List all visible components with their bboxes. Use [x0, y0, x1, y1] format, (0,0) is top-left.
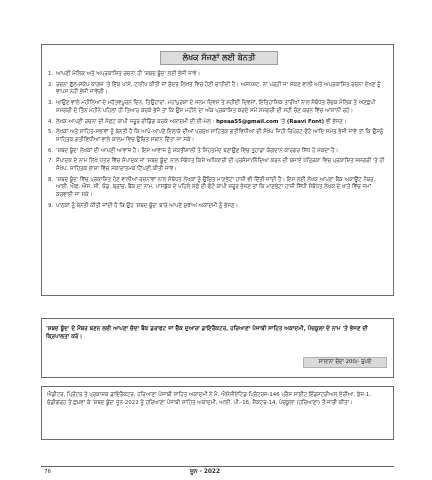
rule-text-end: ਵੀ ਭੇਜਣ। [324, 118, 347, 125]
rule-text: ਸੰਪਾਦਕ ਦੇ ਨਾਮ ਲਿਖੇ ਪੱਤਰ ਵਿੱਚ ਸੰਪਾਦਕ ਜਾਂ 'ਸ਼ਬਦ ਬੂੰਦ' ਨਾਲ ਸੰਬੰਧਤ ਕਿਸੇ ਅਧਿਕਾਰੀ ਦੀ ਪ੍ਰਸ਼ੰਸਾ/ਨਿੰਦਿਆ ਕਰਨ ਦੀ ਬਜਾਏ ਪੱਤ੍ਰਿਕਾ ਵਿਚ ਪ੍ਰਕਾਸ਼ਿਤ ਸਮੱਗਰੀ 'ਤੇ ਹੀ ਸੰਖੇਪ, ਸਾਹਿਤਕ ਭਾਸ਼ਾ ਵਿੱਚ ਸਕਾਰਾਤਮਕ ਟਿੱਪਣੀ ਕੀਤੀ ਜਾਵੇ। [56, 158, 385, 173]
rule-number: 4. [48, 118, 54, 125]
rule-number: 1. [48, 71, 54, 77]
rule-text-after: 'ਤੇ [278, 118, 287, 125]
rule-text: ਲੇਖਕ ਆਪਣੀ ਰਚਨਾ ਦੀ ਸੋਫ਼ਟ ਕਾਪੀ ਜ਼ਰੂਰ ਰੀਡਿੰਗ ਕਰਕੇ ਅਕਾਦਮੀ ਦੀ ਈ-ਮੇਲ : [56, 118, 215, 125]
rule-text: ਰਚਨਾ ਫੁੱਲ-ਸਕੇਪ ਕਾਗਜ਼ 'ਤੇ ਇੱਕ ਪਾਸੇ, ਟਾਈਪ ਕੀਤੀ ਜਾਂ ਸੁੰਦਰ ਲਿਖਤ ਵਿਚ ਹੋਣੀ ਚਾਹੀਦੀ ਹੈ। ਅਸਪੱਸ਼ਟ, ਨਾ ਪੜ੍ਹੀ ਜਾ ਸਕਣ ਵਾਲੀ ਅਤੇ ਅਪ੍ਰਕਾਸ਼ਿਤ ਰਚਨਾ ਦੇਖਣ ਨੂੰ ਵਾਪਸ ਨਹੀਂ ਭੇਜੀ ਜਾਵੇਗੀ। [56, 81, 381, 96]
rule-number: 5. [48, 129, 54, 136]
imprint-box: ਐਡੀਟਰ, ਪ੍ਰਿੰਟਰ ਤੇ ਪ੍ਰਕਾਸ਼ਕ ਡਾਇਰੈਕਟਰ, ਹਰਿਆਣਾ ਪੰਜਾਬੀ ਸਾਹਿਤ ਅਕਾਦਮੀ ਨੇ ਮੈ. ਐਸੋਸੀਏਟਿਡ ਪ੍ਰਿੰਟਰਜ਼-146 ਪ੍ਰੈਸ ਸਾਈਟ ਇੰਡਸਟਰੀਅਲ ਏਰੀਆ, ਫੇਜ਼-1, ਚੰਡੀਗੜ੍ਹ ਤੋਂ ਛਪਵਾ ਕੇ 'ਸ਼ਬਦ ਬੂੰਦ' ਜੂਨ-2022 ਨੂੰ ਹਰਿਆਣਾ ਪੰਜਾਬੀ ਸਾਹਿਤ ਅਕਾਦਮੀ, ਆਈ. ਪੀ.-16, ਸੈਕਟਰ-14, ਪੰਚਕੂਲਾ (ਹਰਿਆਣਾ) ਤੋਂ ਜਾਰੀ ਕੀਤਾ। [41, 386, 394, 440]
writers-notice-box [41, 44, 394, 296]
subscription-box [41, 318, 394, 378]
notice-rule [48, 100, 386, 115]
email-address[interactable]: hpsaa55@gmail.com [216, 118, 279, 125]
footer-divider [41, 466, 394, 467]
annual-fee-badge: ਸਾਲਾਨਾ ਚੰਦਾ 200/- ਰੁਪਏ [303, 357, 387, 368]
rule-number: 2. [48, 81, 54, 88]
rule-text: 'ਸ਼ਬਦ ਬੂੰਦ' ਵਿੱਚ ਪ੍ਰਕਾਸ਼ਿਤ ਹੋਣ ਵਾਲੀਆਂ ਰਚਨਾਵਾਂ ਨਾਲ ਸੰਬੰਧਤ ਲੇਖਕਾਂ ਨੂੰ ਉਚਿਤ ਮਾਣਭੇਟਾ ਹਾਜ਼ੀ ਵੀ ਦਿੱਤੀ ਜਾਂਦੀ ਹੈ। ਇਸ ਲਈ ਲੇਖਕ ਆਪਣਾ ਬੈਂਕ ਅਕਾਊਂਟ ਨੰਬਰ, ਆਈ. ਐਫ. ਐਸ. ਸੀ. ਕੋਡ, ਬ੍ਰਾਂਚ, ਬੈਂਕ ਦਾ ਨਾਮ, ਪਾਸਬੁੱਕ ਦੇ ਪਹਿਲੇ ਸਫ਼ੇ ਦੀ ਫੋਟੋ ਕਾਪੀ ਜ਼ਰੂਰ ਭੇਜਣ ਤਾਂ ਕਿ ਮਾਣਭੇਟਾ ਹਾਜ਼ੀ ਸਿੱਧੀ ਸੰਬੰਧਤ ਲੇਖਕ ਦੇ ਖਾਤੇ ਵਿੱਚ ਜਮਾਂ ਕਰਵਾਈ ਜਾ ਸਕੇ। [56, 176, 376, 199]
rule-text: 'ਸ਼ਬਦ ਬੂੰਦ' ਲੇਖਕਾਂ ਦੀ ਆਪਣੀ ਆਵਾਜ਼ ਹੈ। ਇਸ ਆਵਾਜ਼ ਨੂੰ ਸ਼ਕਤੀਸ਼ਾਲੀ ਤੇ ਸਿਹਤਮੰਦ ਬਣਾਉਣ ਵਿਚ ਤੁਹਾਡਾ ਯੋਗਦਾਨ ਕਾਰਗਰ ਸਿੱਧ ਹੋ ਸਕਦਾ ਹੈ। [56, 147, 339, 154]
font-note: (Raavi Font) [286, 118, 325, 125]
rule-text: ਆਪਣੀ ਮੌਲਿਕ ਅਤੇ ਅਪ੍ਰਕਾਸ਼ਿਤ ਰਚਨਾ ਹੀ 'ਸ਼ਬਦ ਬੂੰਦ' ਲਈ ਭੇਜੀ ਜਾਵੇ। [56, 71, 201, 77]
notice-heading-label [160, 51, 278, 65]
notice-heading: ਲੇਖਕ ਸੱਜਣਾਂ ਲਈ ਬੇਨਤੀ [182, 53, 256, 62]
rule-number: 3. [48, 100, 54, 107]
notice-rule [48, 129, 386, 144]
rule-number: 8. [48, 176, 54, 183]
rule-number: 6. [48, 147, 54, 154]
notice-rule [48, 119, 386, 127]
page-number: 76 [44, 469, 52, 475]
rule-number: 9. [48, 202, 54, 209]
notice-rule [48, 82, 386, 97]
notice-rule [48, 158, 386, 173]
notice-rule [48, 177, 386, 200]
issue-date: ਜੂਨ - 2022 [190, 469, 220, 475]
rule-text-email [56, 119, 386, 127]
subscription-text: 'ਸ਼ਬਦ ਬੂੰਦ' ਦੇ ਮੈਂਬਰ ਬਣਨ ਲਈ ਆਪਣਾ ਚੰਦਾ ਬੈਂਕ ਡਰਾਫਟ ਜਾਂ ਚੈੱਕ ਦੁਆਰਾ ਡਾਇਰੈਕਟਰ, ਹਰਿਆਣਾ ਪੰਜਾਬੀ ਸਾਹਿਤ ਅਕਾਦਮੀ, ਪੰਚਕੂਲਾ ਦੇ ਨਾਮ 'ਤੇ ਭੇਜਣ ਦੀ ਕ੍ਰਿਪਾਲਤਾ ਕਰੋ। [46, 326, 368, 340]
notice-rule [48, 203, 386, 211]
rule-number: 7. [48, 158, 54, 165]
rule-text: ਪਾਠਕਾਂ ਨੂੰ ਬੇਨਤੀ ਕੀਤੀ ਜਾਂਦੀ ਹੈ ਕਿ ਉਹ 'ਸ਼ਬਦ ਬੂੰਦ' ਬਾਰੇ ਆਪਣੇ ਸੁਝਾਅ ਅਕਾਦਮੀ ਨੂੰ ਭੇਜਣ। [56, 202, 239, 209]
rule-text: ਲੇਖਕਾਂ ਅਤੇ ਸਾਹਿਤ-ਸਭਾਵਾਂ ਨੂੰ ਬੇਨਤੀ ਹੈ ਕਿ ਆਪੋ-ਆਪਣੇ ਇਲਾਕੇ ਦੀਆਂ ਪ੍ਰਮੁੱਖ ਸਾਹਿਤਕ ਗਤੀਵਿਧੀਆਂ ਦੀ ਸੰਖੇਪ ਜਿਹੀ ਰਿਪੋਰਟ ਫੋਟੋ ਆਦਿ ਸਮੇਤ ਭੇਜੀ ਜਾਵੇ ਤਾਂ ਕਿ ਉਸਨੂੰ ਸਾਹਿਤਕ ਗਤੀਵਿਧੀਆਂ ਵਾਲੇ ਕਾਲਮ ਵਿਚ ਉਚਿਤ ਸਥਾਨ ਦਿੱਤਾ ਜਾ ਸਕੇ। [56, 129, 384, 143]
notice-rule [48, 148, 386, 156]
notice-rule [48, 71, 386, 79]
rule-text: ਆਉਣ ਵਾਲੇ ਮਹੀਨਿਆਂ ਦੇ ਮਹੱਤਵਪੂਰਨ ਦਿਨ, ਤਿਉਹਾਰਾਂ, ਮਹਾਂਪੁਰਸ਼ਾਂ ਦੇ ਜਨਮ ਦਿਵਸ ਤੇ ਸ਼ਹੀਦੀ ਦਿਵਸਾਂ, ਇਤਿਹਾਸਿਕ ਤਾਰੀਖਾਂ ਨਾਲ ਸੰਬੰਧਤ ਰੌਚਕ ਮੌਲਿਕ ਤੇ ਅਣਛਪੀ ਸਮੱਗਰੀ ਦੋ ਤਿੰਨ ਮਹੀਨੇ ਪਹਿਲਾਂ ਹੀ ਤਿਆਰ ਕਰਕੇ ਭੇਜੋ ਤਾਂ ਕਿ ਉਸ ਮਹੀਨੇ ਦਾ ਅੰਕ ਪ੍ਰਕਾਸ਼ਿਤ ਕਰਦੇ ਸਮੇਂ ਸਮੱਗਰੀ ਦੀ ਸਹੀ ਚੋਣ ਕਰਨ ਵਿੱਚ ਆਸਾਨੀ ਰਹੇ। [56, 100, 376, 114]
notice-rules-list [48, 71, 386, 214]
